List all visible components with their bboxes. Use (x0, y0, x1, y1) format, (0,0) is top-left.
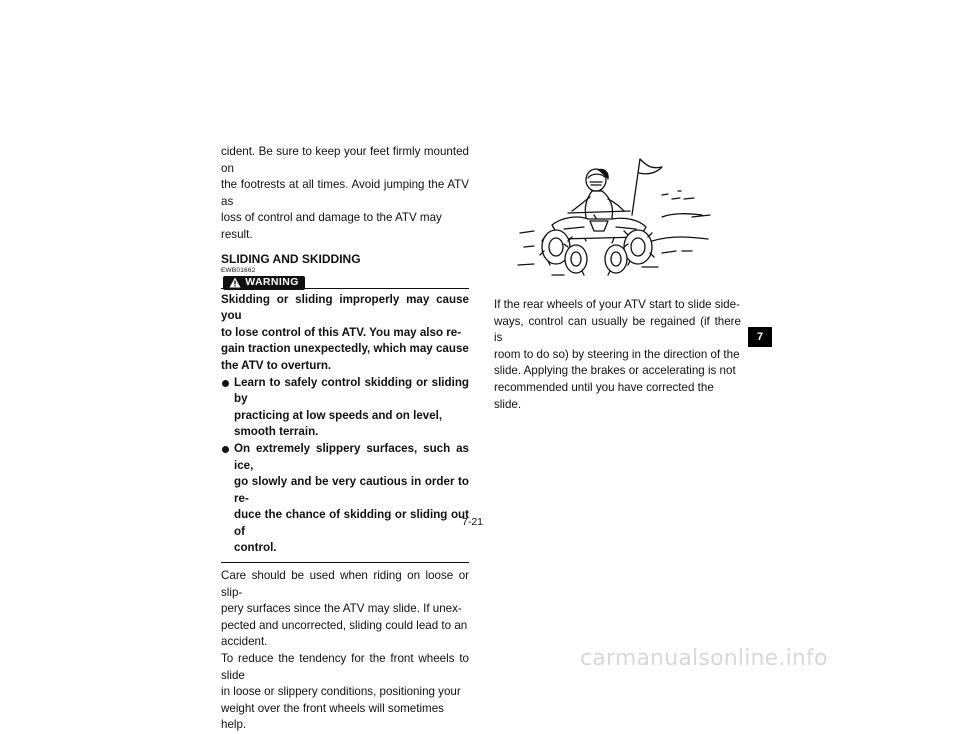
right-line: recommended until you have corrected the slide. (494, 380, 714, 411)
body-text (221, 568, 469, 734)
warning-end-rule (221, 562, 469, 563)
warning-line: Skidding or sliding improperly may cause you (221, 292, 469, 323)
right-column (494, 297, 741, 413)
warning-label: WARNING (245, 276, 299, 289)
right-line: If the rear wheels of your ATV start to slide side- (494, 298, 740, 311)
bullet-line: control. (234, 541, 277, 555)
right-line: slide. Applying the brakes or accelerating is not (494, 364, 736, 378)
atv-rider-illustration (512, 155, 727, 280)
page-number: 7-21 (462, 516, 484, 528)
bullet-line: practicing at low speeds and on level, (234, 408, 443, 422)
bullet-dot-icon (222, 380, 229, 387)
warning-triangle-icon (229, 277, 241, 288)
warning-bullet (221, 375, 469, 441)
warning-badge (223, 276, 305, 290)
body-line: pery surfaces since the ATV may slide. If unex- (221, 602, 462, 616)
warning-line: the ATV to overturn. (221, 358, 332, 372)
bullet-line: duce the chance of skidding or sliding out of (234, 508, 469, 538)
right-line: room to do so) by steering in the direction of the (494, 347, 740, 361)
warning-text (221, 292, 469, 375)
intro-line: cident. Be sure to keep your feet firmly mounted on (221, 145, 469, 175)
section-heading: SLIDING AND SKIDDING (221, 251, 361, 266)
bullet-line: smooth terrain. (234, 425, 319, 439)
bullet-dot-icon (222, 446, 229, 453)
intro-line: the footrests at all times. Avoid jumping the ATV as (221, 178, 469, 208)
body-line: weight over the front wheels will sometimes help. (221, 701, 444, 732)
bullet-line: Learn to safely control skidding or sliding by (234, 375, 469, 406)
reference-code: EWB01662 (221, 266, 256, 274)
bullet-line: On extremely slippery surfaces, such as ice, (234, 441, 469, 472)
right-line: ways, control can usually be regained (if there is (494, 314, 741, 345)
body-line: To reduce the tendency for the front wheels to slide (221, 652, 469, 682)
watermark: carmanualsonline.info (580, 646, 828, 671)
chapter-tab: 7 (748, 327, 772, 347)
body-line: in loose or slippery conditions, positioning your (221, 685, 461, 699)
intro-line: loss of control and damage to the ATV may result. (221, 211, 442, 241)
body-line: accident. (221, 635, 268, 649)
warning-line: gain traction unexpectedly, which may cause (221, 342, 469, 356)
left-column (221, 144, 469, 734)
warning-bullet (221, 441, 469, 557)
warning-header (221, 276, 469, 290)
warning-line: to lose control of this ATV. You may also re- (221, 325, 462, 339)
bullet-line: go slowly and be very cautious in order to re- (234, 475, 469, 505)
body-line: pected and uncorrected, sliding could lead to an (221, 618, 468, 632)
body-line: Care should be used when riding on loose or slip- (221, 569, 469, 599)
